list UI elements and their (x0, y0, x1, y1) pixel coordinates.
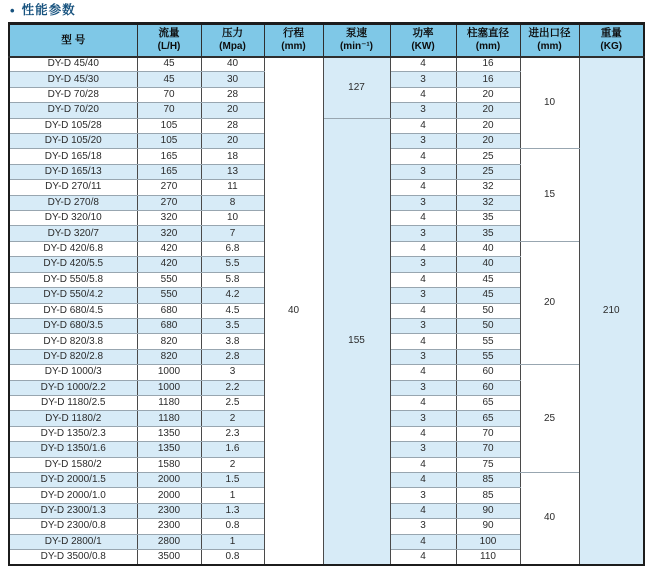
cell-flow: 550 (137, 288, 201, 303)
cell-flow: 1350 (137, 426, 201, 441)
cell-plunger: 60 (456, 365, 520, 380)
table-row (9, 57, 644, 72)
cell-model: DY-D 1000/3 (9, 365, 137, 380)
cell-model: DY-D 270/8 (9, 195, 137, 210)
cell-model: DY-D 2000/1.0 (9, 488, 137, 503)
cell-pressure: 2 (201, 411, 264, 426)
cell-flow: 165 (137, 149, 201, 164)
cell-plunger: 25 (456, 164, 520, 179)
cell-flow: 70 (137, 87, 201, 102)
cell-pressure: 3 (201, 365, 264, 380)
header-cell-model (9, 24, 137, 57)
cell-model: DY-D 820/2.8 (9, 349, 137, 364)
cell-model: DY-D 1180/2.5 (9, 395, 137, 410)
cell-pressure: 4.5 (201, 303, 264, 318)
cell-pressure: 0.8 (201, 550, 264, 565)
cell-plunger: 45 (456, 288, 520, 303)
header-unit-label: (KW) (411, 40, 435, 52)
cell-power: 3 (390, 103, 456, 118)
header-unit-label: (L/H) (157, 40, 181, 52)
header-cell-power (390, 24, 456, 57)
cell-plunger: 60 (456, 380, 520, 395)
cell-flow: 320 (137, 211, 201, 226)
cell-plunger: 110 (456, 550, 520, 565)
header-unit-label: (Mpa) (219, 40, 246, 52)
cell-power: 4 (390, 211, 456, 226)
cell-power: 3 (390, 164, 456, 179)
cell-port-merged: 10 (520, 57, 579, 149)
cell-pressure: 4.2 (201, 288, 264, 303)
cell-flow: 3500 (137, 550, 201, 565)
header-cell-plunger (456, 24, 520, 57)
cell-pressure: 18 (201, 149, 264, 164)
cell-power: 4 (390, 272, 456, 287)
cell-plunger: 20 (456, 118, 520, 133)
cell-power: 3 (390, 72, 456, 87)
cell-power: 4 (390, 149, 456, 164)
cell-plunger: 55 (456, 349, 520, 364)
cell-pressure: 1.5 (201, 472, 264, 487)
cell-power: 4 (390, 550, 456, 565)
cell-flow: 1180 (137, 411, 201, 426)
cell-plunger: 55 (456, 334, 520, 349)
cell-model: DY-D 105/20 (9, 134, 137, 149)
cell-power: 3 (390, 411, 456, 426)
cell-weight-merged: 210 (579, 57, 644, 565)
cell-power: 4 (390, 426, 456, 441)
cell-port-merged: 15 (520, 149, 579, 241)
cell-pressure: 28 (201, 87, 264, 102)
cell-model: DY-D 70/20 (9, 103, 137, 118)
cell-model: DY-D 820/3.8 (9, 334, 137, 349)
cell-port-merged: 20 (520, 241, 579, 364)
cell-model: DY-D 45/30 (9, 72, 137, 87)
header-label: 压力 (222, 27, 243, 40)
cell-pressure: 2.5 (201, 395, 264, 410)
cell-pressure: 2.3 (201, 426, 264, 441)
cell-power: 3 (390, 488, 456, 503)
cell-plunger: 20 (456, 87, 520, 102)
header-label: 型 号 (61, 33, 86, 46)
cell-pressure: 0.8 (201, 519, 264, 534)
cell-flow: 1350 (137, 442, 201, 457)
cell-port-merged: 25 (520, 365, 579, 473)
cell-plunger: 20 (456, 103, 520, 118)
cell-power: 4 (390, 457, 456, 472)
cell-power: 4 (390, 57, 456, 72)
cell-model: DY-D 320/7 (9, 226, 137, 241)
cell-flow: 2800 (137, 534, 201, 549)
cell-pressure: 20 (201, 134, 264, 149)
cell-model: DY-D 1000/2.2 (9, 380, 137, 395)
cell-pressure: 2.8 (201, 349, 264, 364)
header-unit-label: (mm) (537, 40, 562, 52)
cell-flow: 45 (137, 72, 201, 87)
cell-stroke-merged: 40 (264, 57, 323, 565)
cell-flow: 320 (137, 226, 201, 241)
cell-power: 3 (390, 195, 456, 210)
cell-pressure: 10 (201, 211, 264, 226)
cell-pressure: 30 (201, 72, 264, 87)
cell-model: DY-D 165/13 (9, 164, 137, 179)
header-label: 行程 (283, 27, 304, 40)
cell-power: 4 (390, 334, 456, 349)
header-row (9, 24, 644, 57)
cell-flow: 2300 (137, 519, 201, 534)
cell-power: 3 (390, 318, 456, 333)
cell-model: DY-D 680/4.5 (9, 303, 137, 318)
cell-plunger: 85 (456, 488, 520, 503)
cell-flow: 1580 (137, 457, 201, 472)
header-label: 重量 (600, 27, 622, 40)
cell-model: DY-D 420/5.5 (9, 257, 137, 272)
section-title-row (0, 0, 650, 22)
cell-model: DY-D 2300/1.3 (9, 503, 137, 518)
header-label: 泵速 (346, 27, 367, 40)
cell-model: DY-D 2800/1 (9, 534, 137, 549)
cell-power: 3 (390, 442, 456, 457)
cell-plunger: 65 (456, 411, 520, 426)
cell-power: 3 (390, 226, 456, 241)
cell-pressure: 3.8 (201, 334, 264, 349)
cell-flow: 820 (137, 349, 201, 364)
cell-model: DY-D 680/3.5 (9, 318, 137, 333)
cell-flow: 1000 (137, 380, 201, 395)
cell-plunger: 90 (456, 519, 520, 534)
cell-flow: 420 (137, 241, 201, 256)
cell-flow: 165 (137, 164, 201, 179)
cell-plunger: 20 (456, 134, 520, 149)
cell-flow: 680 (137, 303, 201, 318)
cell-pressure: 8 (201, 195, 264, 210)
cell-flow: 270 (137, 180, 201, 195)
cell-model: DY-D 320/10 (9, 211, 137, 226)
cell-speed-merged: 155 (323, 118, 390, 565)
cell-power: 4 (390, 365, 456, 380)
cell-flow: 2000 (137, 488, 201, 503)
cell-plunger: 75 (456, 457, 520, 472)
cell-plunger: 40 (456, 257, 520, 272)
cell-pressure: 20 (201, 103, 264, 118)
cell-flow: 1180 (137, 395, 201, 410)
cell-model: DY-D 550/4.2 (9, 288, 137, 303)
cell-model: DY-D 2300/0.8 (9, 519, 137, 534)
cell-model: DY-D 1350/1.6 (9, 442, 137, 457)
cell-model: DY-D 70/28 (9, 87, 137, 102)
cell-pressure: 28 (201, 118, 264, 133)
cell-power: 3 (390, 134, 456, 149)
cell-model: DY-D 2000/1.5 (9, 472, 137, 487)
cell-power: 3 (390, 288, 456, 303)
cell-plunger: 16 (456, 57, 520, 72)
header-unit-label: (min⁻¹) (339, 40, 374, 52)
cell-model: DY-D 105/28 (9, 118, 137, 133)
cell-pressure: 11 (201, 180, 264, 195)
header-cell-port (520, 24, 579, 57)
cell-model: DY-D 3500/0.8 (9, 550, 137, 565)
cell-power: 3 (390, 349, 456, 364)
cell-pressure: 6.8 (201, 241, 264, 256)
cell-pressure: 3.5 (201, 318, 264, 333)
cell-power: 3 (390, 519, 456, 534)
cell-power: 4 (390, 118, 456, 133)
bullet-icon: • (10, 3, 15, 18)
cell-power: 4 (390, 395, 456, 410)
header-label: 柱塞直径 (467, 27, 509, 40)
cell-flow: 70 (137, 103, 201, 118)
cell-power: 4 (390, 472, 456, 487)
cell-power: 3 (390, 380, 456, 395)
cell-pressure: 2 (201, 457, 264, 472)
cell-plunger: 65 (456, 395, 520, 410)
cell-flow: 820 (137, 334, 201, 349)
cell-power: 3 (390, 257, 456, 272)
cell-flow: 270 (137, 195, 201, 210)
cell-flow: 550 (137, 272, 201, 287)
cell-model: DY-D 550/5.8 (9, 272, 137, 287)
cell-plunger: 45 (456, 272, 520, 287)
cell-model: DY-D 270/11 (9, 180, 137, 195)
cell-power: 4 (390, 241, 456, 256)
cell-model: DY-D 1350/2.3 (9, 426, 137, 441)
cell-model: DY-D 1180/2 (9, 411, 137, 426)
header-label: 进出口径 (528, 27, 571, 40)
cell-power: 4 (390, 534, 456, 549)
cell-pressure: 7 (201, 226, 264, 241)
cell-flow: 2300 (137, 503, 201, 518)
cell-pressure: 1 (201, 534, 264, 549)
cell-plunger: 25 (456, 149, 520, 164)
cell-pressure: 5.5 (201, 257, 264, 272)
cell-flow: 420 (137, 257, 201, 272)
cell-speed-merged: 127 (323, 57, 390, 119)
cell-pressure: 1.6 (201, 442, 264, 457)
cell-flow: 45 (137, 57, 201, 72)
header-cell-stroke (264, 24, 323, 57)
header-unit-label: (mm) (475, 40, 501, 52)
cell-plunger: 32 (456, 180, 520, 195)
spec-table (8, 22, 645, 566)
cell-plunger: 50 (456, 318, 520, 333)
cell-plunger: 50 (456, 303, 520, 318)
cell-power: 4 (390, 503, 456, 518)
header-label: 功率 (412, 27, 434, 40)
cell-power: 4 (390, 180, 456, 195)
header-cell-pressure (201, 24, 264, 57)
cell-plunger: 32 (456, 195, 520, 210)
cell-pressure: 40 (201, 57, 264, 72)
cell-plunger: 40 (456, 241, 520, 256)
cell-plunger: 70 (456, 442, 520, 457)
header-cell-speed (323, 24, 390, 57)
cell-model: DY-D 165/18 (9, 149, 137, 164)
cell-flow: 105 (137, 134, 201, 149)
cell-plunger: 16 (456, 72, 520, 87)
cell-plunger: 90 (456, 503, 520, 518)
cell-flow: 680 (137, 318, 201, 333)
cell-plunger: 35 (456, 226, 520, 241)
cell-flow: 2000 (137, 472, 201, 487)
cell-plunger: 100 (456, 534, 520, 549)
header-cell-weight (579, 24, 644, 57)
cell-model: DY-D 420/6.8 (9, 241, 137, 256)
cell-pressure: 5.8 (201, 272, 264, 287)
header-unit-label: (mm) (281, 40, 306, 52)
table-body (9, 57, 644, 565)
page-title: 性能参数 (21, 3, 76, 18)
cell-pressure: 2.2 (201, 380, 264, 395)
cell-plunger: 85 (456, 472, 520, 487)
cell-power: 4 (390, 303, 456, 318)
header-label: 流量 (158, 27, 180, 40)
table-header (9, 24, 644, 57)
cell-model: DY-D 1580/2 (9, 457, 137, 472)
cell-model: DY-D 45/40 (9, 57, 137, 72)
cell-plunger: 70 (456, 426, 520, 441)
cell-plunger: 35 (456, 211, 520, 226)
cell-pressure: 13 (201, 164, 264, 179)
cell-pressure: 1 (201, 488, 264, 503)
cell-flow: 105 (137, 118, 201, 133)
cell-port-merged: 40 (520, 472, 579, 564)
header-unit-label: (KG) (600, 40, 623, 52)
cell-flow: 1000 (137, 365, 201, 380)
header-cell-flow (137, 24, 201, 57)
cell-power: 4 (390, 87, 456, 102)
cell-pressure: 1.3 (201, 503, 264, 518)
